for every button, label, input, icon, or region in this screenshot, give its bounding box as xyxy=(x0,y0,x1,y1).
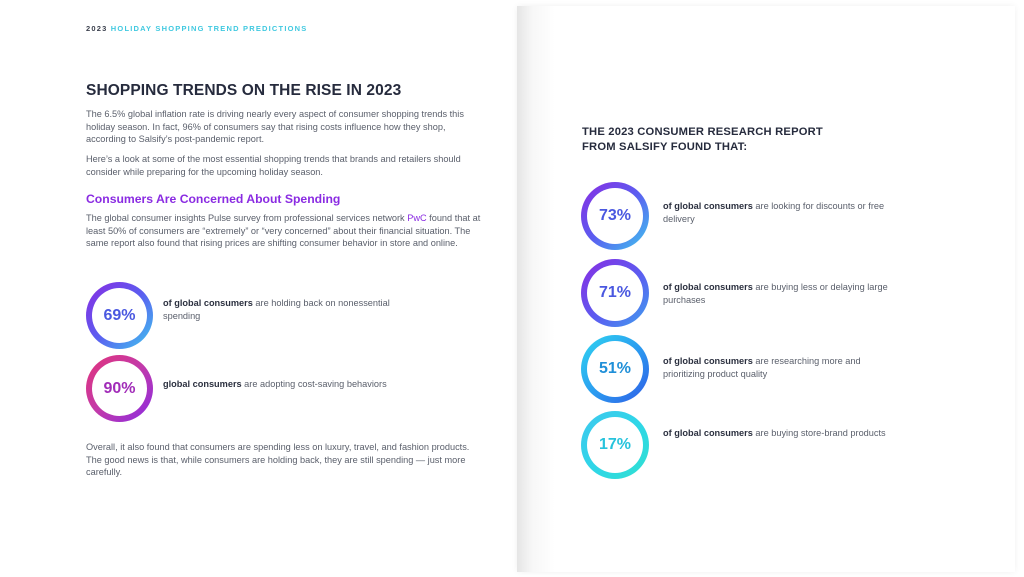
header-topic: HOLIDAY SHOPPING TREND PREDICTIONS xyxy=(110,24,308,33)
stat-bold-label: of global consumers xyxy=(663,428,753,438)
stat-description: of global consumers are researching more and prioritizing product quality xyxy=(663,356,861,379)
stat-ring-69 xyxy=(86,282,153,349)
intro-paragraph: The 6.5% global inflation rate is driving nearly every aspect of consumer shopping trends this holiday season. In fact, 96% of consumers say that rising costs influence how they shop, according to Salsify’s post-pandemic report. xyxy=(86,109,464,145)
stat-bold-label: global consumers xyxy=(163,379,242,389)
header-year: 2023 xyxy=(86,24,108,33)
stat-description: global consumers are adopting cost-saving behaviors xyxy=(163,379,387,389)
stat-percent: 17% xyxy=(598,436,632,453)
stat-percent: 69% xyxy=(103,306,136,324)
stat-percent: 90% xyxy=(103,379,136,397)
stat-description: of global consumers are buying store-brand products xyxy=(663,428,886,438)
pwc-paragraph xyxy=(86,212,482,250)
stat-bold-label: of global consumers xyxy=(163,298,253,308)
pwc-link[interactable]: PwC xyxy=(407,213,427,223)
pwc-paragraph-end: found that at least 50% of consumers are “extremely” or “very concerned” about their financial situation. The same report also found that rising prices are shifting consumer behavior in store and online. xyxy=(86,213,481,249)
stat-ring-90 xyxy=(86,355,153,422)
stat-ring-17 xyxy=(581,411,649,479)
stat-ring-51 xyxy=(581,335,649,403)
page-title: SHOPPING TRENDS ON THE RISE IN 2023 xyxy=(86,82,402,99)
stat-bold-label: of global consumers xyxy=(663,356,753,366)
stat-ring-71 xyxy=(581,259,649,327)
stat-percent: 73% xyxy=(598,207,632,224)
research-report-heading: THE 2023 CONSUMER RESEARCH REPORT FROM SALSIFY FOUND THAT: xyxy=(582,126,823,153)
stat-description: of global consumers are looking for discounts or free delivery xyxy=(663,201,885,224)
running-header xyxy=(86,24,307,33)
section-subheading: Consumers Are Concerned About Spending xyxy=(86,192,341,206)
closing-paragraph: Overall, it also found that consumers are spending less on luxury, travel, and fashion products. The good news is that, while consumers are holding back, they are still spending — just more carefully. xyxy=(86,442,470,478)
stat-percent: 51% xyxy=(598,360,632,377)
page-gutter-shadow xyxy=(517,6,555,572)
stat-bold-label: of global consumers xyxy=(663,282,753,292)
stat-ring-73 xyxy=(581,182,649,250)
essential-trends-paragraph: Here’s a look at some of the most essential shopping trends that brands and retailers should consider while preparing for the upcoming holiday season. xyxy=(86,154,461,177)
stat-bold-label: of global consumers xyxy=(663,201,753,211)
stat-percent: 71% xyxy=(598,284,632,301)
pwc-paragraph-start: The global consumer insights Pulse survey from professional services network xyxy=(86,213,408,223)
stat-description: of global consumers are buying less or delaying large purchases xyxy=(663,282,888,305)
stat-description: of global consumers are holding back on nonessential spending xyxy=(163,298,390,321)
